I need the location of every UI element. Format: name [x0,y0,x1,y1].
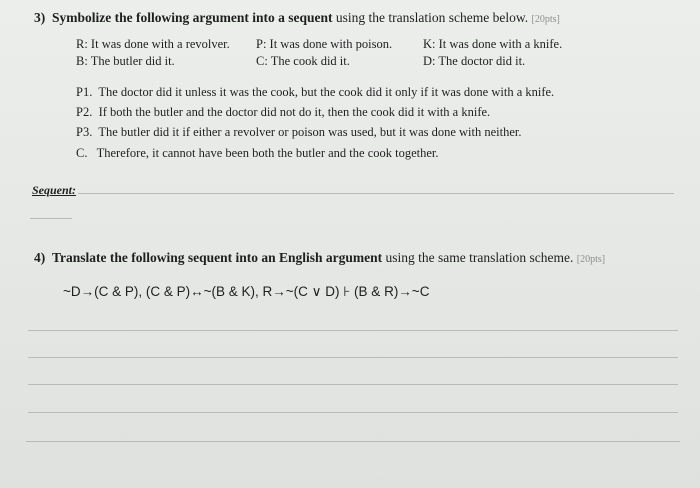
scheme-c: C: The cook did it. [256,54,350,68]
answer-line-1[interactable] [28,330,678,331]
answer-line-2[interactable] [28,357,678,358]
premise-label: P1. [76,85,93,99]
question-4-number: 4) [34,250,46,265]
conclusion [76,146,439,161]
premise-2 [76,105,490,120]
question-4-heading [34,250,605,266]
question-3-title: Symbolize the following argument into a sequent [52,10,333,25]
answer-line-4[interactable] [28,412,678,413]
scheme-r: R: It was done with a revolver. [76,37,230,51]
premise-label: P2. [76,105,93,119]
scheme-b: B: The butler did it. [76,54,175,68]
answer-line-5[interactable] [26,441,680,442]
question-3-points: [20pts] [531,14,560,25]
question-3-title-rest: using the translation scheme below. [335,10,529,25]
premise-label: P3. [76,125,93,139]
question-4-title-rest: using the same translation scheme. [385,250,574,265]
question-3-heading [34,10,560,26]
conclusion-label: C. [76,146,88,160]
scheme-d: D: The doctor did it. [423,54,526,68]
premise-3 [76,125,522,140]
premise-text: If both the butler and the doctor did not do it, then the cook did it with a knife. [98,105,491,119]
short-answer-line[interactable] [30,218,72,219]
conclusion-text: Therefore, it cannot have been both the butler and the cook together. [96,146,439,160]
premise-1 [76,85,554,100]
question-4-title: Translate the following sequent into an English argument [52,250,383,265]
premise-text: The butler did it if either a revolver or poison was used, but it was done with neither. [98,125,522,139]
premise-text: The doctor did it unless it was the cook, but the cook did it only if it was done with a knife. [98,85,555,99]
answer-line-3[interactable] [28,384,678,385]
sequent-label: Sequent: [32,183,77,197]
sequent-answer-line[interactable] [78,193,674,194]
given-sequent: ~D→(C & P), (C & P)↔~(B & K), R→~(C ∨ D) ⊦ (B & R)→~C [63,284,430,299]
scheme-k: K: It was done with a knife. [423,37,563,51]
question-3-number: 3) [34,10,46,25]
scheme-p: P: It was done with poison. [256,37,393,51]
question-4-points: [20pts] [576,254,606,265]
